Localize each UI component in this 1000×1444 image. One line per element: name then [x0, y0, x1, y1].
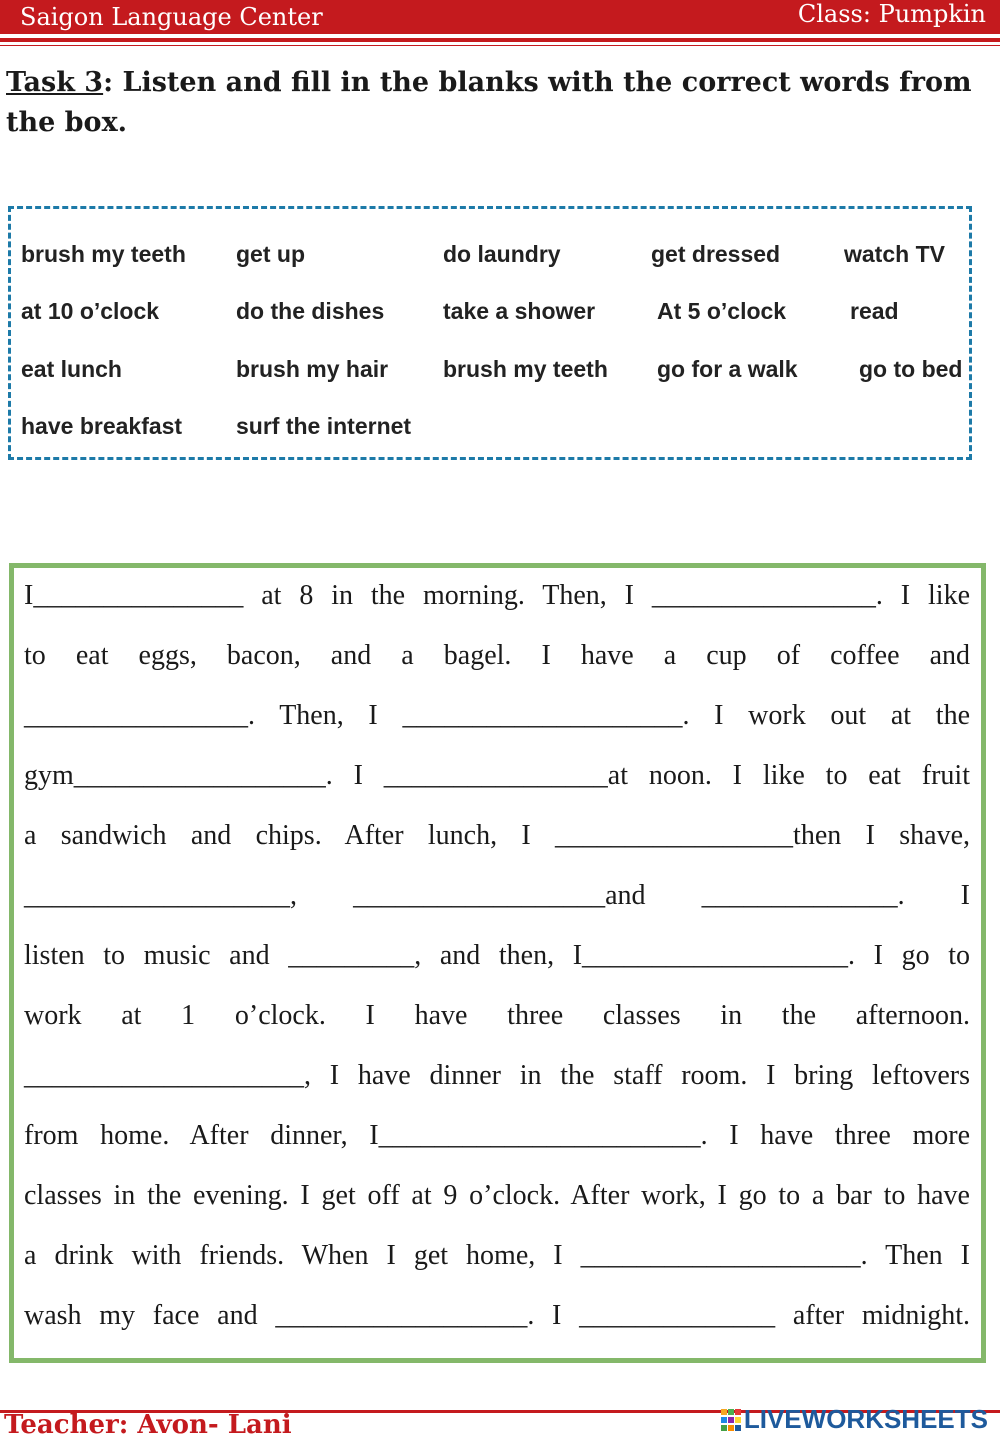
passage-line: ________________. Then, I ____________________. I work out at the	[24, 700, 970, 731]
passage-box	[9, 563, 986, 1363]
word-item: do laundry	[443, 241, 561, 267]
task-title	[6, 63, 986, 143]
passage-line: a sandwich and chips. After lunch, I _________________then I shave,	[24, 820, 970, 851]
passage-line: I_______________ at 8 in the morning. Then, I ________________. I like	[24, 580, 970, 611]
word-item: brush my teeth	[443, 356, 608, 382]
class-name: Class: Pumpkin	[797, 0, 986, 28]
task-label: Task 3	[6, 67, 104, 98]
word-item: At 5 o’clock	[657, 298, 787, 324]
passage-line: ___________________, __________________and ______________. I	[24, 880, 970, 911]
word-item: read	[850, 298, 899, 324]
passage-line: gym__________________. I ________________at noon. I like to eat fruit	[24, 760, 970, 791]
word-item: at 10 o’clock	[21, 298, 160, 324]
passage-line: ____________________, I have dinner in the staff room. I bring leftovers	[24, 1060, 970, 1091]
passage-line: to eat eggs, bacon, and a bagel. I have a cup of coffee and	[24, 640, 970, 671]
liveworksheets-icon	[720, 1407, 742, 1433]
word-box	[8, 206, 972, 460]
brand-name: LIVEWORKSHEETS	[743, 1404, 988, 1434]
teacher-name: Teacher: Avon- Lani	[4, 1410, 292, 1440]
passage-line: from home. After dinner, I_______________________. I have three more	[24, 1120, 970, 1151]
word-item: eat lunch	[21, 356, 122, 382]
word-item: brush my hair	[236, 356, 389, 382]
header-divider	[0, 38, 1000, 42]
word-item: go to bed	[859, 356, 963, 382]
passage-line: work at 1 o’clock. I have three classes in the afternoon.	[24, 1000, 970, 1031]
header-divider-thin	[0, 45, 1000, 46]
word-item: go for a walk	[657, 356, 798, 382]
word-item: surf the internet	[236, 413, 412, 439]
word-item: watch TV	[844, 241, 945, 267]
word-item: get dressed	[651, 241, 781, 267]
header-bar	[0, 0, 1000, 34]
word-item: have breakfast	[21, 413, 183, 439]
school-name: Saigon Language Center	[20, 3, 323, 31]
task-instruction: : Listen and fill in the blanks with the correct words from the box.	[6, 67, 972, 138]
passage-line: a drink with friends. When I get home, I ____________________. Then I	[24, 1240, 970, 1271]
word-item: brush my teeth	[21, 241, 186, 267]
passage-line: wash my face and __________________. I ______________ after midnight.	[24, 1300, 970, 1331]
passage-line: listen to music and _________, and then, I___________________. I go to	[24, 940, 970, 971]
word-item: do the dishes	[236, 298, 385, 324]
liveworksheets-logo[interactable]	[720, 1404, 988, 1435]
word-item: get up	[236, 241, 305, 267]
passage-line: classes in the evening. I get off at 9 o’clock. After work, I go to a bar to have	[24, 1180, 970, 1211]
word-item: take a shower	[443, 298, 596, 324]
